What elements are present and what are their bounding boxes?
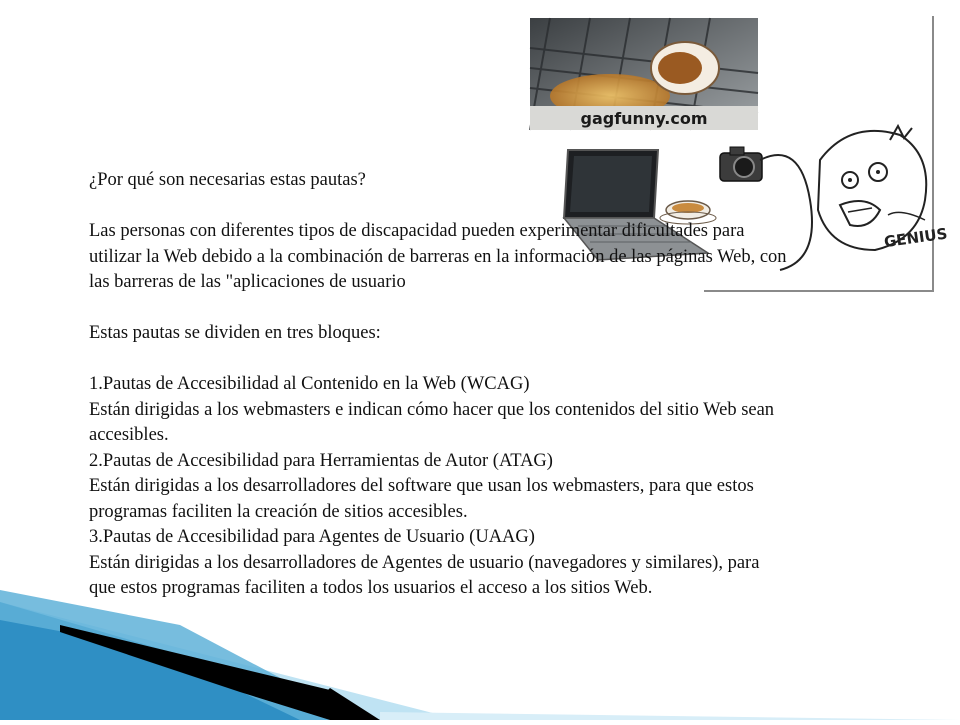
item-description-uaag: Están dirigidas a los desarrolladores de Agentes de usuario (navegadores y similares), para que estos programas faciliten a todos los usuarios el acceso a los sitios Web. (89, 552, 760, 598)
spacer (89, 296, 789, 322)
item-description-wcag: Están dirigidas a los webmasters e indican cómo hacer que los contenidos del sitio Web sean accesibles. (89, 399, 775, 445)
item-title-wcag: 1.Pautas de Accesibilidad al Contenido en la Web (WCAG) (89, 374, 530, 394)
question-heading: ¿Por qué son necesarias estas pautas? (89, 170, 366, 190)
item-title-uaag: 3.Pautas de Accesibilidad para Agentes de Usuario (UAAG) (89, 527, 535, 547)
spacer (89, 347, 789, 373)
comic-label: GENIUS (882, 224, 949, 252)
blocks-intro: Estas pautas se dividen en tres bloques: (89, 323, 381, 343)
intro-paragraph: Las personas con diferentes tipos de discapacidad pueden experimentar dificultades para utilizar la Web debido a la combinación de barreras en la información de las páginas Web, con las barreras de las "aplicaciones de usuario (89, 221, 787, 292)
content-body (89, 168, 789, 602)
item-description-atag: Están dirigidas a los desarrolladores del software que usan los webmasters, para que estos programas faciliten la creación de sitios accesibles. (89, 476, 754, 522)
watermark-text: gagfunny.com (580, 109, 708, 128)
item-title-atag: 2.Pautas de Accesibilidad para Herramientas de Autor (ATAG) (89, 450, 553, 471)
spacer (89, 194, 789, 220)
decorative-corner (0, 580, 960, 720)
